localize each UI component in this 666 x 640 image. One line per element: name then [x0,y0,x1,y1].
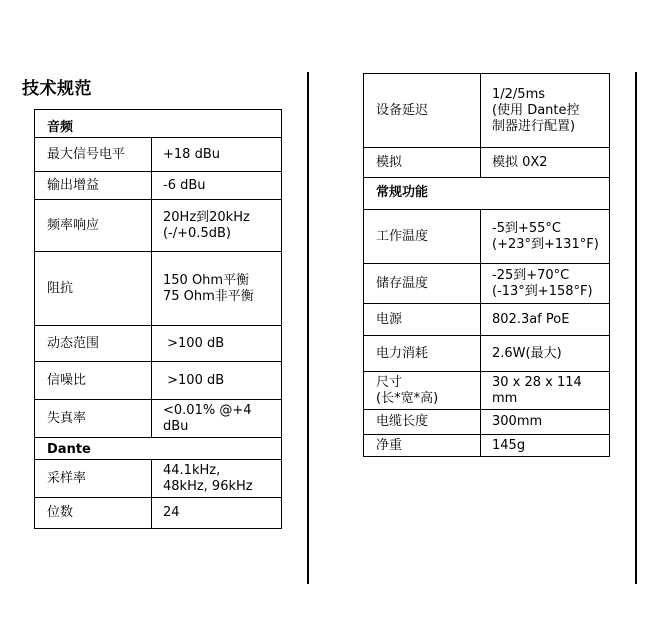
spec-label: 电源 [364,304,481,336]
spec-label: 频率响应 [35,200,152,252]
table-row [35,326,282,362]
spec-value-line: 48kHz, 96kHz [163,478,253,494]
spec-value-line: mm [492,390,518,406]
section-heading-audio: 音频 [35,110,282,138]
spec-value-line: 30 x 28 x 114 [492,374,582,390]
table-row [364,74,610,148]
table-row [364,435,610,457]
spec-label: 位数 [35,498,152,529]
page-title: 技术规范 [22,79,92,99]
spec-value-line: <0.01% @+4 [163,402,252,418]
table-row [35,252,282,326]
audio-spec-table [34,109,282,529]
spec-label: 设备延迟 [364,74,481,148]
table-row [364,264,610,304]
spec-value-line: 1/2/5ms [492,86,546,102]
spec-value: 300mm [481,410,610,435]
table-row [364,304,610,336]
spec-value-line: (+23°到+131°F) [492,236,599,252]
table-row [35,200,282,252]
spec-value-line: 75 Ohm非平衡 [163,288,254,304]
table-row [364,148,610,178]
spec-value-line: 44.1kHz, [163,462,221,478]
spec-value: 145g [481,435,610,457]
spec-label: 动态范围 [35,326,152,362]
spec-label: 电缆长度 [364,410,481,435]
spec-label-line: 尺寸 [376,374,403,390]
spec-label: 采样率 [35,460,152,498]
spec-label: 模拟 [364,148,481,178]
general-spec-table [363,73,610,457]
spec-value: >100 dB [152,362,282,400]
spec-label: 电力消耗 [364,336,481,372]
spec-value-line: 制器进行配置) [492,118,576,134]
section-heading-general: 常规功能 [364,178,610,210]
spec-label: 净重 [364,435,481,457]
table-row [35,362,282,400]
table-row [35,138,282,172]
spec-value [152,252,282,326]
spec-value: 模拟 0X2 [481,148,610,178]
spec-value [152,400,282,438]
table-row [364,372,610,410]
spec-value: +18 dBu [152,138,282,172]
spec-value [481,210,610,264]
spec-value [481,74,610,148]
spec-value: 802.3af PoE [481,304,610,336]
spec-value-line: (-13°到+158°F) [492,283,593,299]
spec-value [481,264,610,304]
spec-label: 失真率 [35,400,152,438]
spec-value-line: -25到+70°C [492,267,570,283]
spec-value [152,460,282,498]
spec-value [481,372,610,410]
table-row [35,172,282,200]
spec-label: 输出增益 [35,172,152,200]
spec-value: 2.6W(最大) [481,336,610,372]
spec-value: >100 dB [152,326,282,362]
spec-label: 储存温度 [364,264,481,304]
table-row [364,210,610,264]
spec-value-line: 20Hz到20kHz [163,209,250,225]
table-row [35,460,282,498]
table-row [35,498,282,529]
spec-value-line: (使用 Dante控 [492,102,580,118]
column-divider-right [635,72,637,584]
spec-value: 24 [152,498,282,529]
spec-value-line: (-/+0.5dB) [163,225,231,241]
spec-value-line: dBu [163,418,189,434]
spec-value: -6 dBu [152,172,282,200]
spec-label: 阻抗 [35,252,152,326]
spec-value-line: -5到+55°C [492,220,561,236]
table-row [35,400,282,438]
spec-value-line: 150 Ohm平衡 [163,272,250,288]
spec-label: 信噪比 [35,362,152,400]
spec-label: 工作温度 [364,210,481,264]
spec-label: 最大信号电平 [35,138,152,172]
table-row [364,410,610,435]
column-divider-middle [307,72,309,584]
section-heading-dante: Dante [35,438,282,460]
spec-value [152,200,282,252]
spec-label [364,372,481,410]
table-row [364,336,610,372]
spec-label-line: (长*宽*高) [376,390,439,406]
